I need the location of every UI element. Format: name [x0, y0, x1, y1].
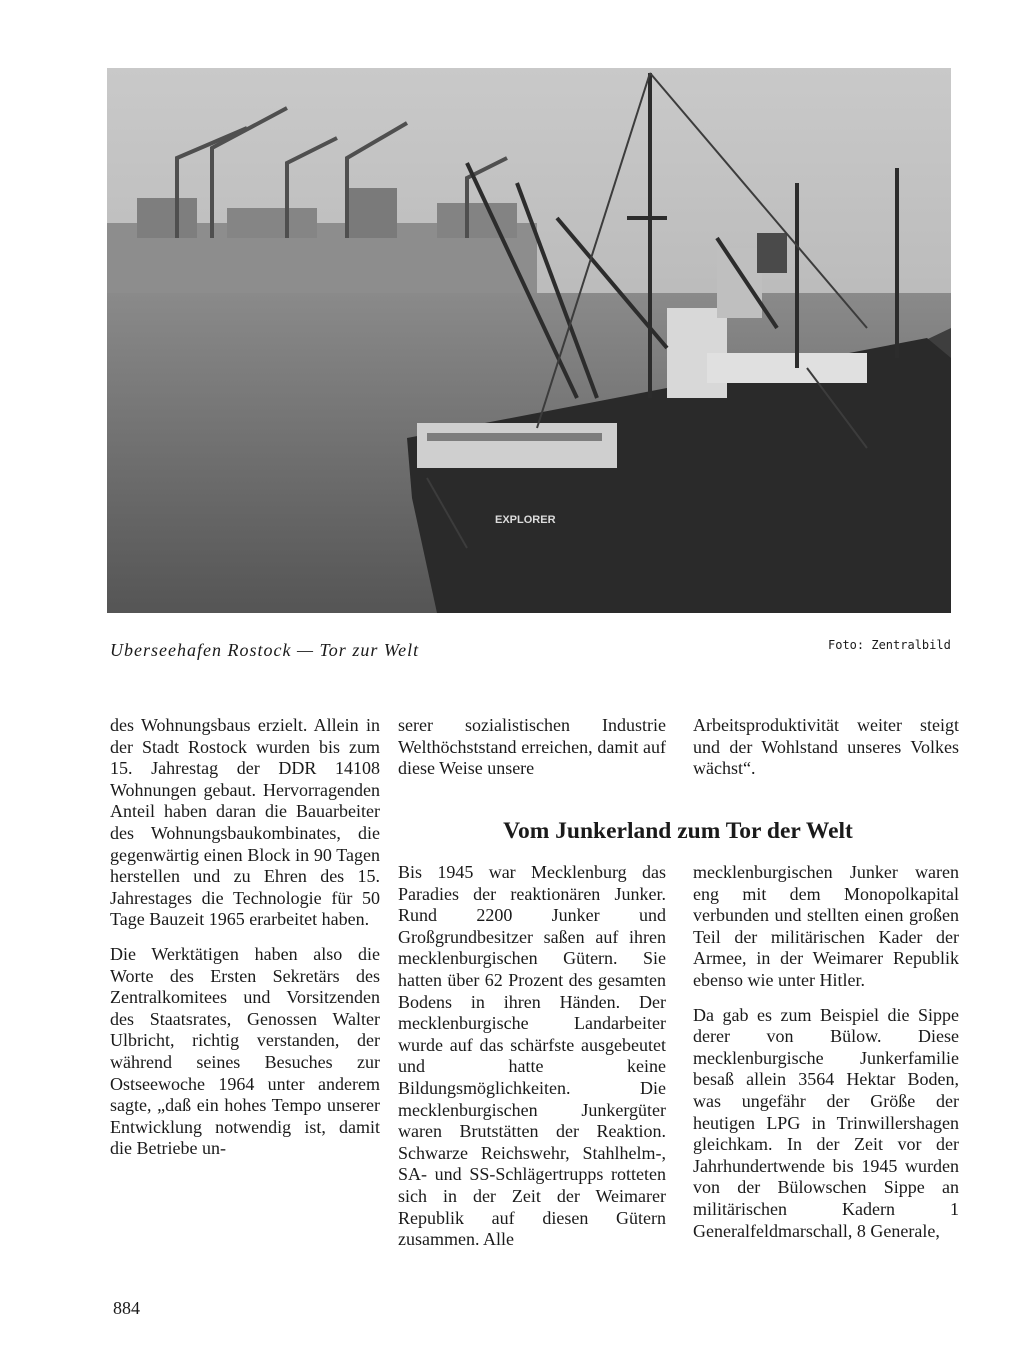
section-heading: Vom Junkerland zum Tor der Welt [503, 818, 853, 844]
paragraph: Da gab es zum Beispiel die Sippe derer von Bülow. Diese mecklenburgische Junkerfamilie besaß allein 3564 Hektar Boden, was ungefähr der Größe der heutigen LPG in Trinwillershagen gleichkam. In der Zeit vor der Jahrhundertwende bis 1945 wurden von der Bülowschen Sippe an militärischen Kadern 1 Generalfeldmarschall, 8 Generale, [693, 1004, 959, 1241]
paragraph: Die Werktätigen haben also die Worte des Ersten Sekretärs des Zentralkomitees und Vorsitzenden des Staatsrates, Genossen Walter Ulbricht, richtig verstanden, der während seines Besuches zur Ostseewoche 1964 unter anderem sagte, „daß ein hohes Tempo unserer Entwicklung notwendig ist, damit die Betriebe un- [110, 943, 380, 1159]
text-column-right-bottom [693, 862, 959, 1255]
paragraph: Bis 1945 war Mecklenburg das Paradies der reaktionären Junker. Rund 2200 Junker und Großgrundbesitzer saßen auf ihren mecklenburgischen Gütern. Sie hatten über 62 Prozent des gesamten Bodens in ihren Händen. Der mecklenburgische Landarbeiter wurde auf das schärfste ausgebeutet und hatte keine Bildungsmöglichkeiten. Die mecklenburgischen Junkergüter waren Brutstätten der Reaktion. Schwarze Reichswehr, Stahlhelm-, SA- und SS-Schlägertrupps rotteten sich in der Zeit der Weimarer Republik auf diesen Gütern zusammen. Alle [398, 862, 666, 1250]
photo-caption: Uberseehafen Rostock — Tor zur Welt [110, 640, 420, 660]
paragraph: des Wohnungsbaus erzielt. Allein in der Stadt Rostock wurden bis zum 15. Jahrestag der DDR 14108 Wohnungen gebaut. Hervorragenden Anteil haben daran die Bauarbeiter des Wohnungsbaukombinates, die gegenwärtig einen Block in 90 Tagen herstellen und zu Ehren des 15. Jahrestages die Technologie für 50 Tage Bauzeit 1965 erarbeitet haben. [110, 715, 380, 930]
text-column-right-top [693, 715, 959, 793]
text-column-middle-bottom [398, 862, 666, 1264]
page-number: 884 [113, 1298, 140, 1318]
harbor-photo [107, 68, 951, 613]
photo-credit: Foto: Zentralbild [828, 638, 951, 652]
ship-in-harbor-image [107, 68, 951, 613]
paragraph: serer sozialistischen Industrie Welthöchststand erreichen, damit auf diese Weise unsere [398, 715, 666, 779]
paragraph: Arbeitsproduktivität weiter steigt und der Wohlstand unseres Volkes wächst“. [693, 715, 959, 779]
text-column-left [110, 715, 380, 1173]
text-column-middle-top [398, 715, 666, 793]
ship-hull-lettering: EXPLORER [495, 514, 556, 526]
paragraph: mecklenburgischen Junker waren eng mit dem Monopolkapital verbunden und stellten einen großen Teil der militärischen Kader der Armee, in der Weimarer Republik ebenso wie unter Hitler. [693, 862, 959, 990]
